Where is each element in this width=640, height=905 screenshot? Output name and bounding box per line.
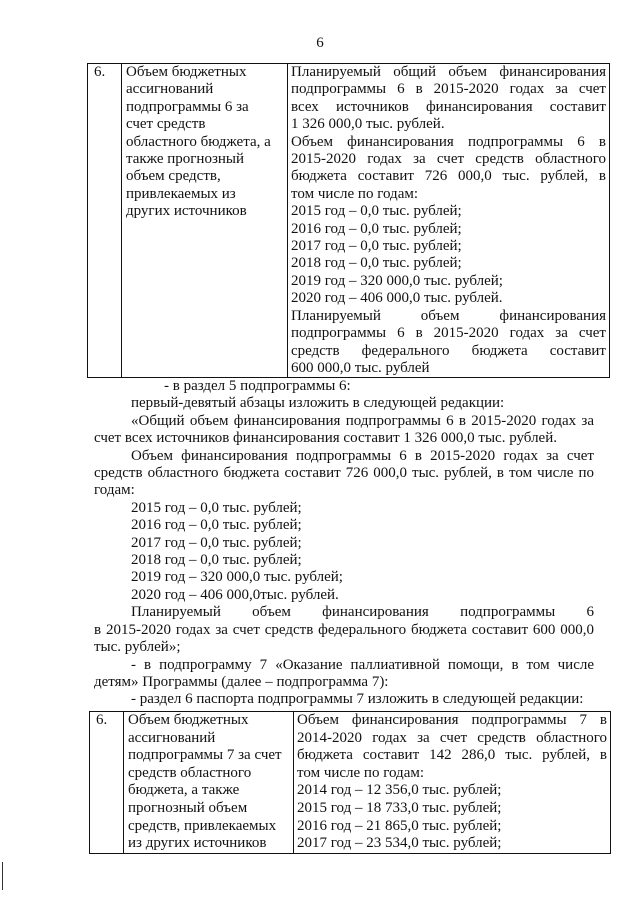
paragraph-line: тыс. рублей»; xyxy=(94,639,181,656)
row-label-cell xyxy=(124,712,294,854)
paragraph-line: - в подпрограмму 7 «Оказание паллиативной помощи, в том числе xyxy=(131,656,594,673)
label-line: средств, привлекаемых xyxy=(128,817,277,834)
label-line: других источников xyxy=(126,203,247,220)
content-line: 2016 год – 21 865,0 тыс. рублей; xyxy=(297,817,502,834)
page-number: 6 xyxy=(316,35,324,51)
content-line: 2015 год – 18 733,0 тыс. рублей; xyxy=(297,799,502,816)
label-line: объем средств, xyxy=(126,168,221,185)
paragraph-line: 2018 год – 0,0 тыс. рублей; xyxy=(131,552,302,569)
label-line: Объем бюджетных xyxy=(126,64,247,80)
paragraph-line: Объем финансирования подпрограммы 6 в 2015-2020 годах за счет xyxy=(131,447,594,464)
paragraph-line: - в раздел 5 подпрограммы 6: xyxy=(164,378,351,394)
content-line: бюджета составит 726 000,0 тыс. рублей, в xyxy=(291,168,606,185)
paragraph-line: детям» Программы (далее – подпрограмма 7): xyxy=(94,673,389,690)
content-line: 2015 год – 0,0 тыс. рублей; xyxy=(291,203,462,220)
content-line: Планируемый объем финансирования xyxy=(291,307,606,324)
paragraph-line: 2017 год – 0,0 тыс. рублей; xyxy=(131,534,302,551)
paragraph-line: 2015 год – 0,0 тыс. рублей; xyxy=(131,499,302,516)
row-label-cell xyxy=(122,64,288,378)
content-line: 2019 год – 320 000,0 тыс. рублей; xyxy=(291,272,503,289)
label-line: ассигнований xyxy=(128,729,216,746)
label-line: средств областного xyxy=(128,764,252,781)
passport-table-subprogram-7 xyxy=(89,711,611,854)
content-line: Объем финансирования подпрограммы 6 в xyxy=(291,133,606,150)
paragraph-line: 2019 год – 320 000,0 тыс. рублей; xyxy=(131,569,343,586)
content-line: 2017 год – 23 534,0 тыс. рублей; xyxy=(297,835,502,852)
content-line: том числе по годам: xyxy=(297,764,425,781)
row-number-cell xyxy=(90,712,124,854)
label-line: подпрограммы 7 за счет xyxy=(128,747,282,764)
content-line: Планируемый общий объем финансирования xyxy=(291,64,606,80)
content-line: подпрограммы 6 в 2015-2020 годах за счет xyxy=(291,81,606,98)
row-number: 6. xyxy=(94,64,106,80)
label-line: из других источников xyxy=(128,835,267,852)
row-number-cell xyxy=(88,64,122,378)
content-line: всех источников финансирования составит xyxy=(291,98,606,115)
row-number: 6. xyxy=(96,712,108,728)
row-content-cell xyxy=(288,64,610,378)
scan-edge-mark xyxy=(2,862,3,890)
content-line: 600 000,0 тыс. рублей xyxy=(291,359,430,376)
label-line: ассигнований xyxy=(126,81,214,98)
label-line: областного бюджета, а xyxy=(126,133,271,150)
content-line: Объем финансирования подпрограммы 7 в xyxy=(297,712,607,728)
content-line: бюджета составит 142 286,0 тыс. рублей, в xyxy=(297,747,607,764)
content-line: 2018 год – 0,0 тыс. рублей; xyxy=(291,255,462,272)
paragraph-line: Планируемый объем финансирования подпрограммы 6 xyxy=(131,604,594,621)
table-row xyxy=(88,64,610,378)
content-line: том числе по годам: xyxy=(291,185,419,202)
content-line: 1 326 000,0 тыс. рублей. xyxy=(291,116,445,133)
label-line: бюджета, а также xyxy=(128,782,240,799)
content-line: 2014-2020 годах за счет средств областного xyxy=(297,729,607,746)
paragraph-line: счет всех источников финансирования составит 1 326 000,0 тыс. рублей. xyxy=(94,430,557,447)
label-line: привлекаемых из xyxy=(126,185,236,202)
paragraph-line: «Общий объем финансирования подпрограммы 6 в 2015-2020 годах за xyxy=(131,412,594,429)
content-line: подпрограммы 6 в 2015-2020 годах за счет xyxy=(291,325,606,342)
content-line: 2017 год – 0,0 тыс. рублей; xyxy=(291,238,462,255)
label-line: Объем бюджетных xyxy=(128,712,249,728)
content-line: 2020 год – 406 000,0 тыс. рублей. xyxy=(291,290,503,307)
paragraph-line: первый-девятый абзацы изложить в следующей редакции: xyxy=(131,395,505,412)
paragraph-line: 2020 год – 406 000,0тыс. рублей. xyxy=(131,586,339,603)
label-line: счет средств xyxy=(126,116,206,133)
label-line: также прогнозный xyxy=(126,151,245,168)
paragraph-line: 2016 год – 0,0 тыс. рублей; xyxy=(131,517,302,534)
content-line: 2014 год – 12 356,0 тыс. рублей; xyxy=(297,782,502,799)
content-line: 2015-2020 годах за счет средств областного xyxy=(291,151,606,168)
passport-table-subprogram-6 xyxy=(87,63,610,378)
label-line: прогнозный объем xyxy=(128,799,248,816)
paragraph-line: средств областного бюджета составит 726 000,0 тыс. рублей, в том числе по xyxy=(94,465,594,482)
paragraph-line: в 2015-2020 годах за счет средств федерального бюджета составит 600 000,0 xyxy=(94,621,594,638)
paragraph-line: годам: xyxy=(94,482,135,499)
body-text xyxy=(94,378,594,709)
paragraph-line: - раздел 6 паспорта подпрограммы 7 изложить в следующей редакции: xyxy=(131,691,584,708)
row-content-cell xyxy=(294,712,611,854)
label-line: подпрограммы 6 за xyxy=(126,98,249,115)
table-row xyxy=(90,712,611,854)
content-line: 2016 год – 0,0 тыс. рублей; xyxy=(291,220,462,237)
content-line: средств федерального бюджета составит xyxy=(291,342,606,359)
